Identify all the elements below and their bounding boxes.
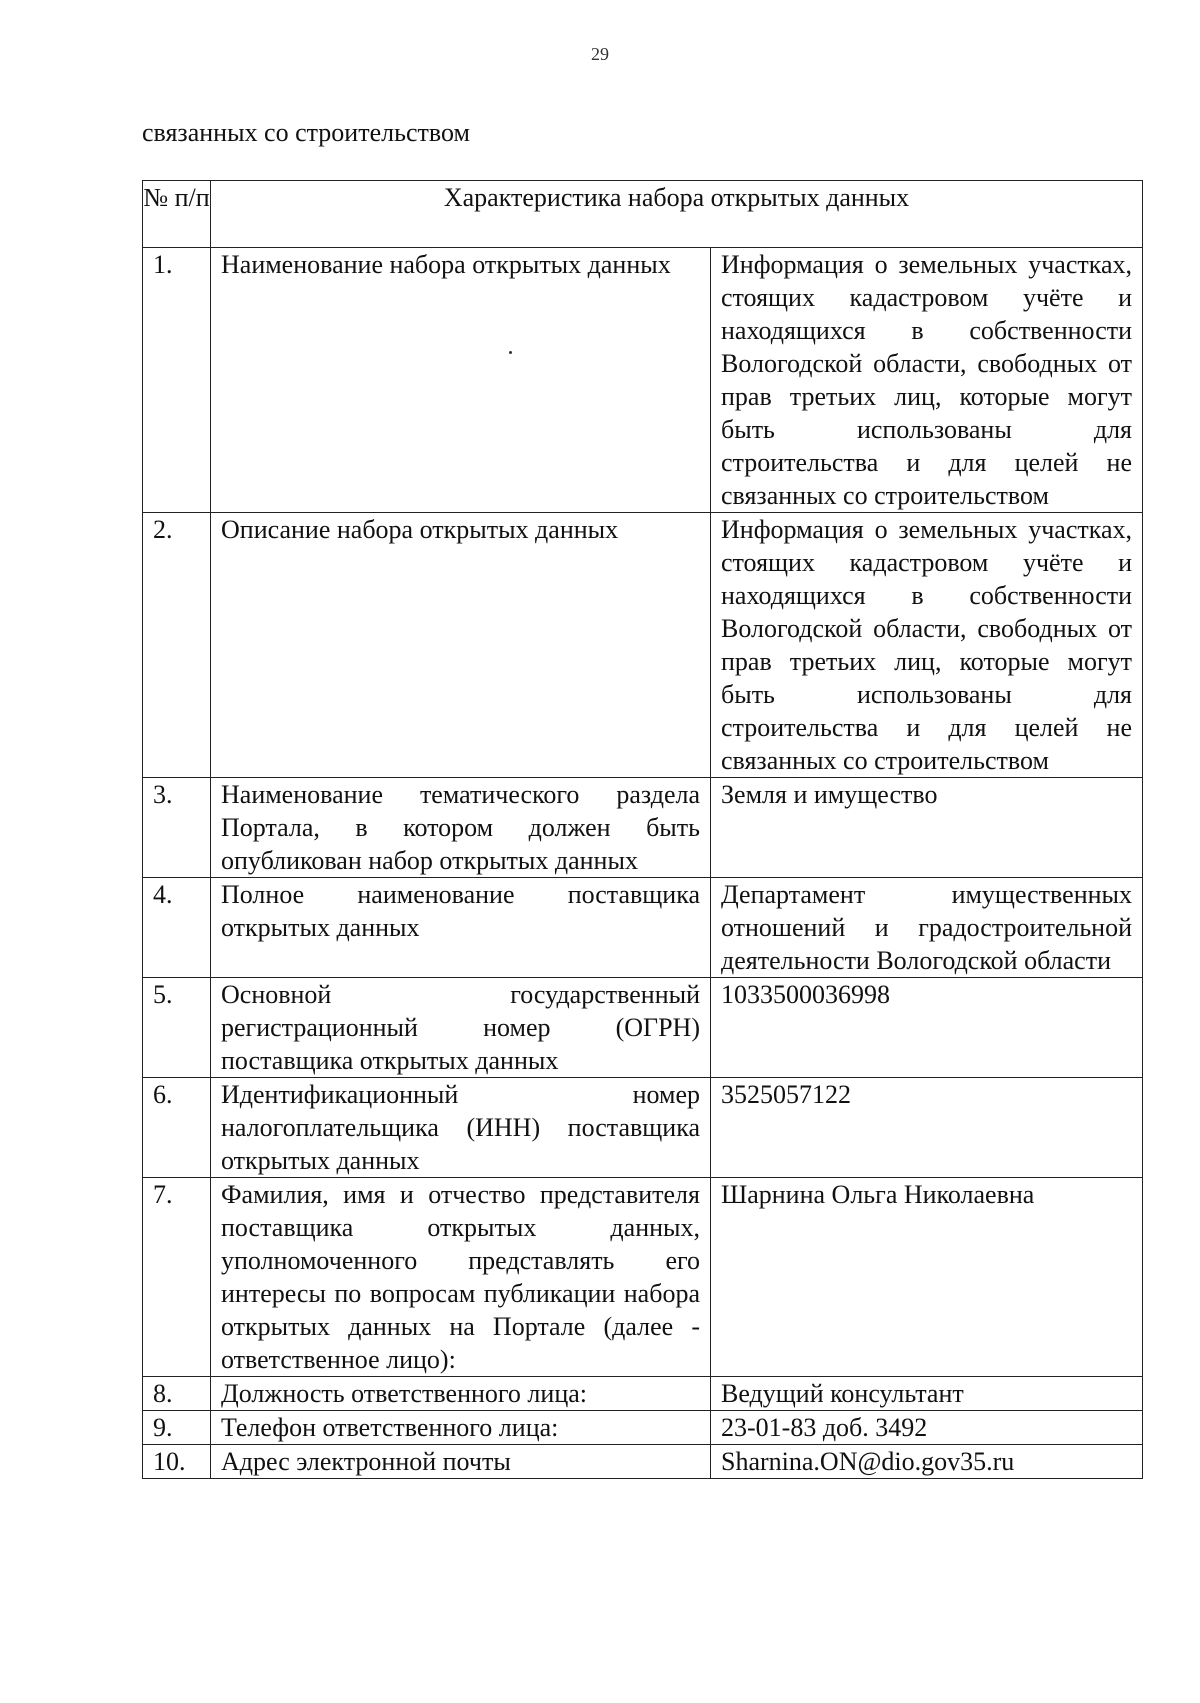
table-row <box>143 1078 1143 1178</box>
table-row <box>143 878 1143 978</box>
row-number: 3. <box>143 778 211 878</box>
row-number: 6. <box>143 1078 211 1178</box>
row-value: Sharnina.ON@dio.gov35.ru <box>711 1445 1143 1479</box>
row-field: Должность ответственного лица: <box>211 1377 711 1411</box>
row-field: Адрес электронной почты <box>211 1445 711 1479</box>
row-field: Полное наименование поставщика открытых данных <box>211 878 711 978</box>
table-row <box>143 1445 1143 1479</box>
row-field: Описание набора открытых данных <box>211 513 711 778</box>
row-value: Земля и имущество <box>711 778 1143 878</box>
row-field: Наименование набора открытых данных <box>211 248 711 513</box>
table-row <box>143 1178 1143 1377</box>
row-number: 2. <box>143 513 211 778</box>
row-number: 5. <box>143 978 211 1078</box>
row-number: 8. <box>143 1377 211 1411</box>
row-field: Фамилия, имя и отчество представителя поставщика открытых данных, уполномоченного представлять его интересы по вопросам публикации набора открытых данных на Портале (далее - ответственное лицо): <box>211 1178 711 1377</box>
row-value: 3525057122 <box>711 1078 1143 1178</box>
row-value: Информация о земельных участках, стоящих кадастровом учёте и находящихся в собственности Вологодской области, свободных от прав третьих лиц, которые могут быть использованы для строительства и для целей не связанных со строительством <box>711 513 1143 778</box>
row-number: 1. <box>143 248 211 513</box>
row-field: Идентификационный номер налогоплательщика (ИНН) поставщика открытых данных <box>211 1078 711 1178</box>
row-value: Ведущий консультант <box>711 1377 1143 1411</box>
table-row <box>143 248 1143 513</box>
header-num-cell: № п/п <box>143 181 211 248</box>
row-value: Информация о земельных участках, стоящих кадастровом учёте и находящихся в собственности Вологодской области, свободных от прав третьих лиц, которые могут быть использованы для строительства и для целей не связанных со строительством <box>711 248 1143 513</box>
row-number: 4. <box>143 878 211 978</box>
row-value: Департамент имущественных отношений и градостроительной деятельности Вологодской области <box>711 878 1143 978</box>
open-data-passport-table <box>142 180 1143 1479</box>
page-number: 29 <box>591 44 609 64</box>
row-number: 10. <box>143 1445 211 1479</box>
header-title-cell: Характеристика набора открытых данных <box>211 181 1143 248</box>
row-value: Шарнина Ольга Николаевна <box>711 1178 1143 1377</box>
row-field: Основной государственный регистрационный номер (ОГРН) поставщика открытых данных <box>211 978 711 1078</box>
row-value: 23-01-83 доб. 3492 <box>711 1411 1143 1445</box>
table-row <box>143 978 1143 1078</box>
table-row <box>143 778 1143 878</box>
lead-text: связанных со строительством <box>142 118 470 147</box>
row-field: Телефон ответственного лица: <box>211 1411 711 1445</box>
table-row <box>143 1411 1143 1445</box>
row-value: 1033500036998 <box>711 978 1143 1078</box>
row-field: Наименование тематического раздела Портала, в котором должен быть опубликован набор открытых данных <box>211 778 711 878</box>
table-row <box>143 1377 1143 1411</box>
table-row <box>143 513 1143 778</box>
row-number: 9. <box>143 1411 211 1445</box>
row-number: 7. <box>143 1178 211 1377</box>
table-header-row <box>143 181 1143 248</box>
